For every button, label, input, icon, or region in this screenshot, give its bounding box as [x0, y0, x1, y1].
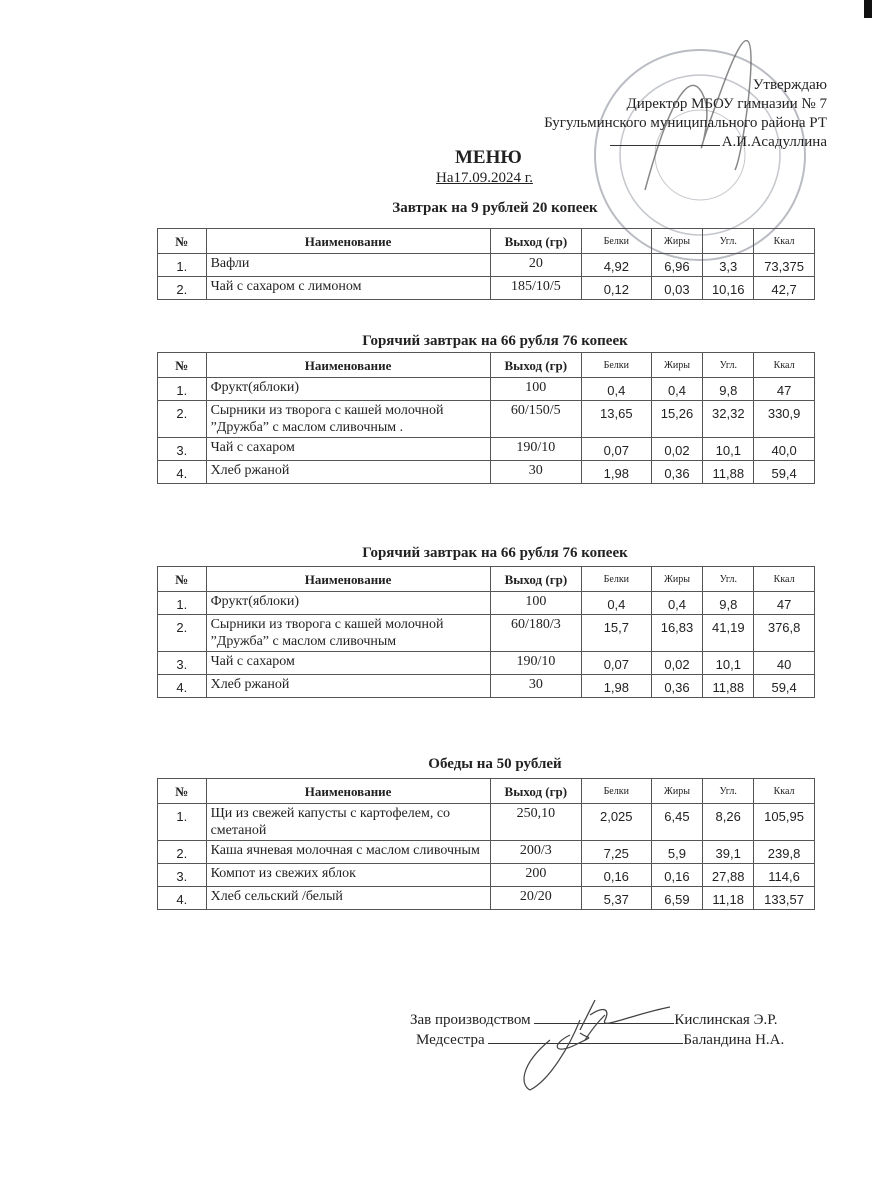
column-header-name: Наименование: [206, 229, 490, 254]
cell-protein: 0,12: [582, 277, 651, 300]
table-row: [158, 652, 815, 675]
column-header-no: №: [158, 229, 207, 254]
column-header-carbs: Угл.: [703, 567, 754, 592]
cell-no: 4.: [158, 887, 207, 910]
cell-yield: 30: [490, 675, 581, 698]
section-title: Обеды на 50 рублей: [428, 756, 562, 772]
approval-position: Директор МБОУ гимназии № 7: [626, 96, 827, 112]
column-header-name: Наименование: [206, 779, 490, 804]
cell-kcal: 59,4: [754, 461, 815, 484]
column-header-fat: Жиры: [651, 353, 703, 378]
cell-fat: 0,4: [651, 378, 703, 401]
cell-protein: 15,7: [582, 615, 651, 652]
cell-carbs: 9,8: [703, 592, 754, 615]
cell-protein: 0,4: [582, 592, 651, 615]
table-header: [158, 779, 815, 804]
cell-carbs: 10,1: [703, 438, 754, 461]
column-header-yield: Выход (гр): [490, 229, 581, 254]
signature-role: Зав производством: [410, 1012, 531, 1028]
cell-carbs: 32,32: [703, 401, 754, 438]
cell-carbs: 39,1: [703, 841, 754, 864]
cell-yield: 190/10: [490, 652, 581, 675]
cell-carbs: 10,16: [703, 277, 754, 300]
cell-no: 3.: [158, 652, 207, 675]
cell-no: 4.: [158, 675, 207, 698]
cell-fat: 0,36: [651, 675, 703, 698]
cell-no: 3.: [158, 864, 207, 887]
cell-carbs: 9,8: [703, 378, 754, 401]
table-row: [158, 615, 815, 652]
column-header-protein: Белки: [582, 229, 651, 254]
approval-block: [544, 76, 827, 152]
cell-kcal: 47: [754, 378, 815, 401]
cell-name: Чай с сахаром: [206, 438, 490, 461]
cell-protein: 0,16: [581, 864, 651, 887]
cell-kcal: 330,9: [754, 401, 815, 438]
cell-yield: 20: [490, 254, 581, 277]
column-header-yield: Выход (гр): [490, 353, 581, 378]
cell-protein: 2,025: [581, 804, 651, 841]
column-header-no: №: [158, 779, 207, 804]
column-header-name: Наименование: [206, 353, 490, 378]
column-header-fat: Жиры: [651, 567, 703, 592]
section-title: Горячий завтрак на 66 рубля 76 копеек: [362, 545, 628, 561]
cell-fat: 15,26: [651, 401, 703, 438]
cell-protein: 7,25: [581, 841, 651, 864]
signature-role: Медсестра: [416, 1032, 485, 1048]
table-row: [158, 592, 815, 615]
cell-yield: 100: [490, 378, 581, 401]
cell-name: Компот из свежих яблок: [206, 864, 490, 887]
cell-no: 2.: [158, 615, 207, 652]
cell-carbs: 27,88: [703, 864, 754, 887]
cell-no: 1.: [158, 254, 207, 277]
section-title: Завтрак на 9 рублей 20 копеек: [392, 200, 598, 216]
menu-table: [157, 228, 815, 300]
scan-edge-mark: [864, 0, 872, 18]
cell-name: Сырники из творога с кашей молочной ”Дружба” с маслом сливочным .: [206, 401, 490, 438]
cell-carbs: 11,18: [703, 887, 754, 910]
cell-fat: 6,96: [651, 254, 703, 277]
cell-yield: 185/10/5: [490, 277, 581, 300]
table-row: [158, 401, 815, 438]
cell-fat: 0,02: [651, 438, 703, 461]
cell-kcal: 376,8: [754, 615, 815, 652]
column-header-kcal: Ккал: [754, 567, 815, 592]
table-header: [158, 567, 815, 592]
column-header-fat: Жиры: [651, 229, 703, 254]
cell-kcal: 59,4: [754, 675, 815, 698]
column-header-yield: Выход (гр): [490, 779, 581, 804]
cell-yield: 200/3: [490, 841, 581, 864]
column-header-yield: Выход (гр): [490, 567, 581, 592]
cell-protein: 0,07: [582, 652, 651, 675]
cell-carbs: 11,88: [703, 675, 754, 698]
cell-protein: 4,92: [582, 254, 651, 277]
cell-name: Фрукт(яблоки): [206, 592, 490, 615]
cell-no: 1.: [158, 378, 207, 401]
column-header-protein: Белки: [582, 567, 651, 592]
cell-kcal: 73,375: [754, 254, 815, 277]
cell-name: Вафли: [206, 254, 490, 277]
column-header-kcal: Ккал: [754, 229, 815, 254]
menu-table: [157, 566, 815, 698]
column-header-kcal: Ккал: [754, 353, 815, 378]
cell-no: 2.: [158, 277, 207, 300]
table-row: [158, 277, 815, 300]
signature-name: Кислинская Э.Р.: [674, 1012, 778, 1028]
cell-yield: 30: [490, 461, 581, 484]
table-row: [158, 675, 815, 698]
column-header-name: Наименование: [206, 567, 490, 592]
cell-yield: 250,10: [490, 804, 581, 841]
handwritten-signatures: [510, 985, 680, 1095]
table-header: [158, 353, 815, 378]
table-header: [158, 229, 815, 254]
cell-protein: 5,37: [581, 887, 651, 910]
column-header-fat: Жиры: [651, 779, 703, 804]
cell-fat: 5,9: [651, 841, 703, 864]
cell-name: Каша ячневая молочная с маслом сливочным: [206, 841, 490, 864]
column-header-no: №: [158, 353, 207, 378]
cell-name: Хлеб ржаной: [206, 675, 490, 698]
table-row: [158, 887, 815, 910]
approval-line: Утверждаю: [752, 77, 827, 93]
cell-fat: 0,02: [651, 652, 703, 675]
cell-carbs: 10,1: [703, 652, 754, 675]
table-row: [158, 461, 815, 484]
column-header-carbs: Угл.: [703, 229, 754, 254]
column-header-carbs: Угл.: [703, 353, 754, 378]
cell-name: Хлеб ржаной: [206, 461, 490, 484]
menu-table: [157, 352, 815, 484]
column-header-protein: Белки: [581, 779, 651, 804]
cell-name: Сырники из творога с кашей молочной ”Дружба” с маслом сливочным: [206, 615, 490, 652]
approval-organization: Бугульминского муниципального района РТ: [544, 115, 827, 131]
cell-yield: 190/10: [490, 438, 581, 461]
cell-no: 1.: [158, 592, 207, 615]
cell-name: Чай с сахаром: [206, 652, 490, 675]
cell-fat: 0,4: [651, 592, 703, 615]
cell-carbs: 11,88: [703, 461, 754, 484]
cell-yield: 100: [490, 592, 581, 615]
cell-yield: 20/20: [490, 887, 581, 910]
cell-yield: 60/180/3: [490, 615, 581, 652]
cell-fat: 0,16: [651, 864, 703, 887]
table-row: [158, 864, 815, 887]
cell-yield: 200: [490, 864, 581, 887]
cell-no: 2.: [158, 401, 207, 438]
cell-no: 4.: [158, 461, 207, 484]
cell-name: Фрукт(яблоки): [206, 378, 490, 401]
cell-kcal: 105,95: [754, 804, 815, 841]
cell-kcal: 42,7: [754, 277, 815, 300]
cell-fat: 0,03: [651, 277, 703, 300]
page-title: МЕНЮ: [455, 147, 522, 168]
signature-line: [610, 145, 720, 146]
cell-fat: 6,45: [651, 804, 703, 841]
table-row: [158, 841, 815, 864]
cell-kcal: 40: [754, 652, 815, 675]
menu-date: На17.09.2024 г.: [436, 170, 533, 186]
table-row: [158, 254, 815, 277]
cell-kcal: 47: [754, 592, 815, 615]
column-header-no: №: [158, 567, 207, 592]
cell-kcal: 40,0: [754, 438, 815, 461]
cell-yield: 60/150/5: [490, 401, 581, 438]
cell-protein: 1,98: [582, 675, 651, 698]
section-title: Горячий завтрак на 66 рубля 76 копеек: [362, 333, 628, 349]
cell-fat: 6,59: [651, 887, 703, 910]
cell-name: Щи из свежей капусты с картофелем, со сметаной: [206, 804, 490, 841]
menu-table: [157, 778, 815, 910]
signature-name: Баландина Н.А.: [683, 1032, 785, 1048]
cell-carbs: 3,3: [703, 254, 754, 277]
cell-no: 3.: [158, 438, 207, 461]
cell-fat: 0,36: [651, 461, 703, 484]
cell-carbs: 8,26: [703, 804, 754, 841]
table-row: [158, 804, 815, 841]
cell-name: Хлеб сельский /белый: [206, 887, 490, 910]
cell-no: 2.: [158, 841, 207, 864]
cell-fat: 16,83: [651, 615, 703, 652]
cell-kcal: 239,8: [754, 841, 815, 864]
cell-protein: 13,65: [582, 401, 652, 438]
director-name: А.И.Асадуллина: [721, 134, 827, 150]
table-row: [158, 438, 815, 461]
column-header-protein: Белки: [582, 353, 652, 378]
column-header-kcal: Ккал: [754, 779, 815, 804]
cell-no: 1.: [158, 804, 207, 841]
cell-kcal: 133,57: [754, 887, 815, 910]
cell-carbs: 41,19: [703, 615, 754, 652]
cell-protein: 1,98: [582, 461, 652, 484]
cell-name: Чай с сахаром с лимоном: [206, 277, 490, 300]
table-row: [158, 378, 815, 401]
cell-kcal: 114,6: [754, 864, 815, 887]
cell-protein: 0,4: [582, 378, 652, 401]
cell-protein: 0,07: [582, 438, 652, 461]
column-header-carbs: Угл.: [703, 779, 754, 804]
